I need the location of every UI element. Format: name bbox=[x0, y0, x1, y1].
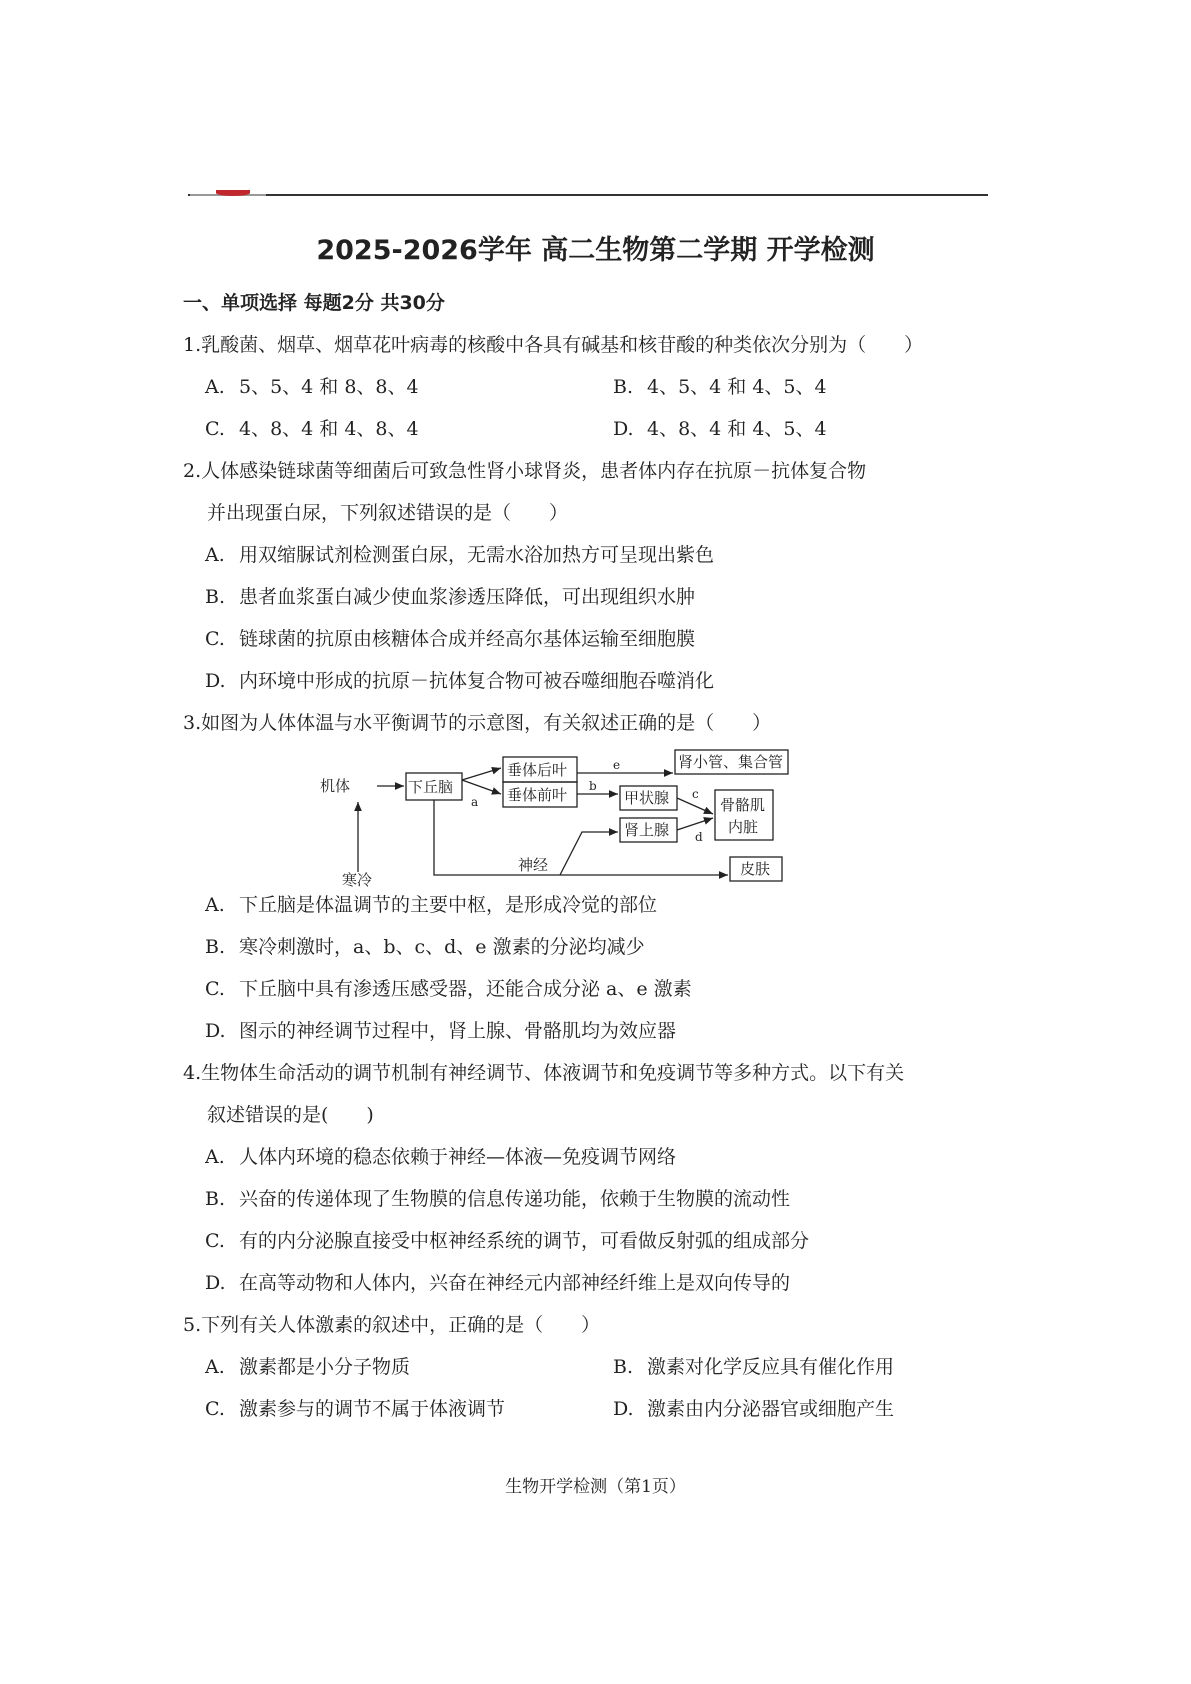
option-label: A. bbox=[205, 1356, 225, 1378]
question-5-option-c bbox=[205, 1394, 505, 1421]
option-text: 寒冷刺激时，a、b、c、d、e 激素的分泌均减少 bbox=[239, 936, 645, 958]
option-text: 下丘脑中具有渗透压感受器，还能合成分泌 a、e 激素 bbox=[239, 978, 692, 1000]
question-2-option-b bbox=[205, 582, 695, 609]
option-text: 图示的神经调节过程中，肾上腺、骨骼肌均为效应器 bbox=[239, 1020, 677, 1042]
node-adrenal: 肾上腺 bbox=[624, 821, 670, 839]
option-label: A. bbox=[205, 544, 225, 566]
question-number: 5. bbox=[183, 1314, 202, 1336]
option-label: C. bbox=[205, 628, 225, 650]
option-text: 5、5、4 和 8、8、4 bbox=[239, 376, 419, 398]
node-cold: 寒冷 bbox=[342, 871, 373, 889]
question-1-stem bbox=[183, 330, 923, 357]
node-kidney-tubules: 肾小管、集合管 bbox=[678, 753, 784, 771]
question-text: 如图为人体体温与水平衡调节的示意图，有关叙述正确的是（ ） bbox=[201, 712, 772, 734]
header-red-mark bbox=[216, 190, 250, 196]
question-2-option-c bbox=[205, 624, 695, 651]
option-label: B. bbox=[205, 586, 226, 608]
node-body: 机体 bbox=[320, 777, 351, 795]
option-text: 下丘脑是体温调节的主要中枢，是形成冷觉的部位 bbox=[239, 894, 658, 916]
question-3-option-d bbox=[205, 1016, 676, 1043]
option-text: 患者血浆蛋白减少使血浆渗透压降低，可出现组织水肿 bbox=[239, 586, 696, 608]
option-text: 在高等动物和人体内，兴奋在神经元内部神经纤维上是双向传导的 bbox=[239, 1272, 791, 1294]
option-text: 激素都是小分子物质 bbox=[239, 1356, 411, 1378]
option-text: 链球菌的抗原由核糖体合成并经高尔基体运输至细胞膜 bbox=[239, 628, 696, 650]
question-1-option-a bbox=[205, 372, 419, 399]
option-label: C. bbox=[205, 418, 225, 440]
question-text: 下列有关人体激素的叙述中，正确的是（ ） bbox=[201, 1314, 601, 1336]
option-text: 内环境中形成的抗原－抗体复合物可被吞噬细胞吞噬消化 bbox=[239, 670, 715, 692]
node-posterior-pituitary: 垂体后叶 bbox=[507, 761, 568, 779]
header-rule bbox=[188, 194, 988, 196]
question-number: 3. bbox=[183, 712, 202, 734]
question-1-option-c bbox=[205, 414, 419, 441]
option-text: 4、8、4 和 4、8、4 bbox=[239, 418, 419, 440]
label-c: c bbox=[692, 787, 699, 801]
option-label: D. bbox=[613, 1398, 634, 1420]
question-text: 乳酸菌、烟草、烟草花叶病毒的核酸中各具有碱基和核苷酸的种类依次分别为（ ） bbox=[201, 334, 924, 356]
option-text: 用双缩脲试剂检测蛋白尿，无需水浴加热方可呈现出紫色 bbox=[239, 544, 715, 566]
node-viscera: 内脏 bbox=[728, 818, 759, 836]
question-1-option-b bbox=[613, 372, 827, 399]
option-label: D. bbox=[205, 1272, 226, 1294]
option-label: D. bbox=[205, 670, 226, 692]
question-3-option-a bbox=[205, 890, 657, 917]
question-text: 人体感染链球菌等细菌后可致急性肾小球肾炎，患者体内存在抗原－抗体复合物 bbox=[201, 460, 867, 482]
option-text: 激素对化学反应具有催化作用 bbox=[647, 1356, 895, 1378]
question-3-option-b bbox=[205, 932, 645, 959]
option-label: A. bbox=[205, 894, 225, 916]
question-4-option-c bbox=[205, 1226, 809, 1253]
option-label: B. bbox=[613, 1356, 634, 1378]
question-text: 生物体生命活动的调节机制有神经调节、体液调节和免疫调节等多种方式。以下有关 bbox=[201, 1062, 905, 1084]
question-3-option-c bbox=[205, 974, 692, 1001]
option-text: 激素由内分泌器官或细胞产生 bbox=[647, 1398, 895, 1420]
question-5-option-b bbox=[613, 1352, 894, 1379]
option-label: A. bbox=[205, 376, 225, 398]
label-e: e bbox=[613, 758, 621, 772]
question-number: 2. bbox=[183, 460, 202, 482]
label-a: a bbox=[471, 795, 479, 809]
option-text: 4、5、4 和 4、5、4 bbox=[647, 376, 827, 398]
option-label: C. bbox=[205, 1398, 225, 1420]
question-2-option-a bbox=[205, 540, 714, 567]
question-2-stem-cont: 并出现蛋白尿，下列叙述错误的是（ ） bbox=[207, 502, 569, 524]
option-label: B. bbox=[205, 1188, 226, 1210]
node-muscle: 骨骼肌 bbox=[720, 796, 766, 814]
option-label: D. bbox=[613, 418, 634, 440]
question-5-option-a bbox=[205, 1352, 410, 1379]
option-text: 兴奋的传递体现了生物膜的信息传递功能，依赖于生物膜的流动性 bbox=[239, 1188, 791, 1210]
option-text: 4、8、4 和 4、5、4 bbox=[647, 418, 827, 440]
question-number: 1. bbox=[183, 334, 202, 356]
option-label: C. bbox=[205, 978, 225, 1000]
option-text: 激素参与的调节不属于体液调节 bbox=[239, 1398, 506, 1420]
question-4-option-d bbox=[205, 1268, 790, 1295]
label-nerve: 神经 bbox=[518, 856, 549, 874]
page-footer: 生物开学检测（第1页） bbox=[505, 1477, 686, 1497]
option-label: B. bbox=[613, 376, 634, 398]
option-label: D. bbox=[205, 1020, 226, 1042]
section-heading: 一、单项选择 每题2分 共30分 bbox=[183, 292, 445, 314]
node-hypothalamus: 下丘脑 bbox=[408, 778, 454, 796]
question-4-stem bbox=[183, 1058, 904, 1085]
label-b: b bbox=[589, 779, 597, 793]
question-5-option-d bbox=[613, 1394, 894, 1421]
option-label: B. bbox=[205, 936, 226, 958]
option-label: C. bbox=[205, 1230, 225, 1252]
option-label: A. bbox=[205, 1146, 225, 1168]
question-2-option-d bbox=[205, 666, 714, 693]
node-skin: 皮肤 bbox=[740, 860, 771, 878]
question-3-stem bbox=[183, 708, 771, 735]
node-anterior-pituitary: 垂体前叶 bbox=[507, 786, 568, 804]
option-text: 有的内分泌腺直接受中枢神经系统的调节，可看做反射弧的组成部分 bbox=[239, 1230, 810, 1252]
page-title: 2025-2026学年 高二生物第二学期 开学检测 bbox=[316, 235, 875, 266]
question-1-option-d bbox=[613, 414, 827, 441]
question-4-option-a bbox=[205, 1142, 676, 1169]
thermoregulation-diagram bbox=[300, 740, 820, 890]
diagram-svg bbox=[300, 740, 820, 890]
question-4-stem-cont: 叙述错误的是( ) bbox=[207, 1104, 374, 1126]
node-thyroid: 甲状腺 bbox=[624, 789, 670, 807]
label-d: d bbox=[695, 830, 703, 844]
question-2-stem bbox=[183, 456, 866, 483]
question-number: 4. bbox=[183, 1062, 202, 1084]
question-5-stem bbox=[183, 1310, 600, 1337]
option-text: 人体内环境的稳态依赖于神经—体液—免疫调节网络 bbox=[239, 1146, 677, 1168]
question-4-option-b bbox=[205, 1184, 790, 1211]
